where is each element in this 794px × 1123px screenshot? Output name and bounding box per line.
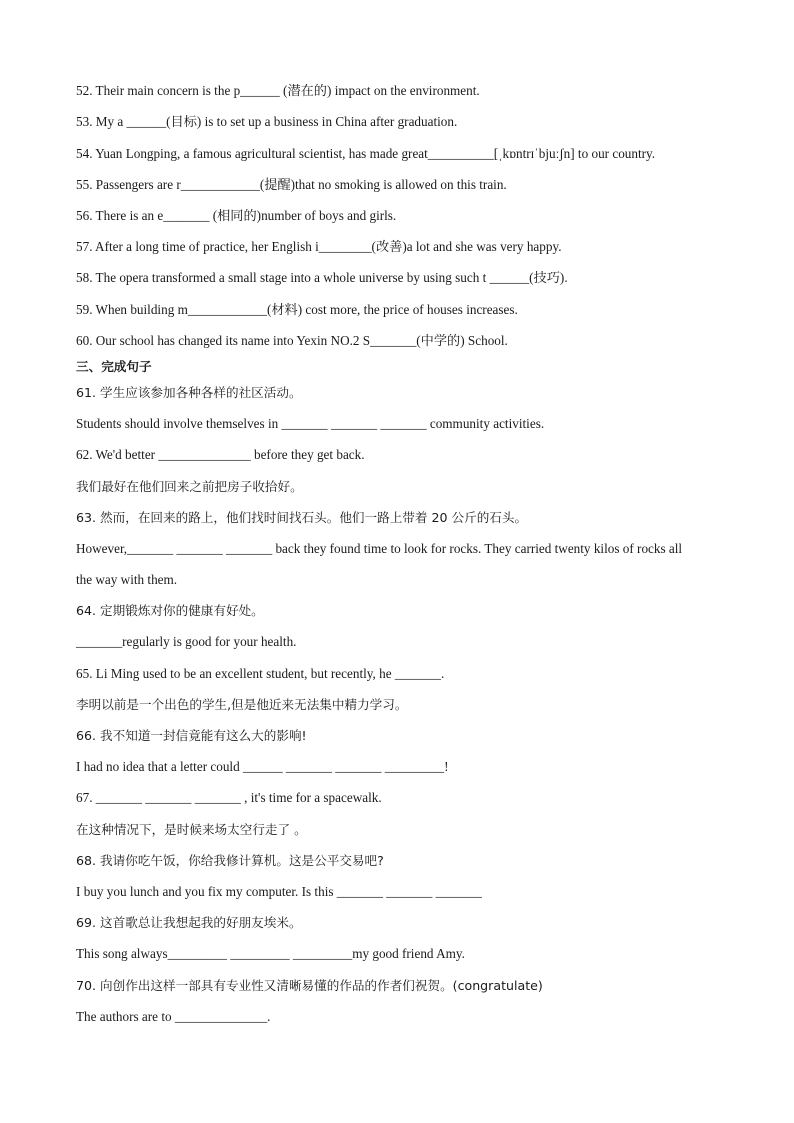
- question-66-sentence: I had no idea that a letter could ______ _______ _______ _________!: [76, 759, 449, 774]
- question-70-prompt: 70. 向创作出这样一部具有专业性又清晰易懂的作品的作者们祝贺。(congratulate): [76, 978, 543, 993]
- question-61-prompt: 61. 学生应该参加各种各样的社区活动。: [76, 385, 302, 400]
- question-68-prompt: 68. 我请你吃午饭，你给我修计算机。这是公平交易吧?: [76, 853, 384, 868]
- question-67-sentence: 67. _______ _______ _______ , it's time for a spacewalk.: [76, 790, 382, 805]
- question-70-sentence: The authors are to ______________.: [76, 1009, 271, 1024]
- section-heading: 三、完成句子: [76, 359, 152, 374]
- question-63-prompt: 63. 然而，在回来的路上，他们找时间找石头。他们一路上带着 20 公斤的石头。: [76, 510, 528, 525]
- question-55: 55. Passengers are r____________(提醒)that no smoking is allowed on this train.: [76, 177, 507, 192]
- question-64-sentence: _______regularly is good for your health.: [76, 634, 297, 649]
- question-57: 57. After a long time of practice, her English i________(改善)a lot and she was very happy.: [76, 239, 562, 254]
- question-67-translation: 在这种情况下，是时候来场太空行走了 。: [76, 822, 307, 837]
- question-53: 53. My a ______(目标) is to set up a business in China after graduation.: [76, 114, 458, 129]
- question-60: 60. Our school has changed its name into Yexin NO.2 S_______(中学的) School.: [76, 333, 508, 348]
- question-65-sentence: 65. Li Ming used to be an excellent student, but recently, he _______.: [76, 666, 445, 681]
- question-56: 56. There is an e_______ (相同的)number of boys and girls.: [76, 208, 397, 223]
- question-59: 59. When building m____________(材料) cost more, the price of houses increases.: [76, 302, 518, 317]
- question-52: 52. Their main concern is the p______ (潜在的) impact on the environment.: [76, 83, 480, 98]
- question-62-translation: 我们最好在他们回来之前把房子收拾好。: [76, 479, 303, 494]
- question-63-sentence: However,_______ _______ _______ back they found time to look for rocks. They carried twenty kilos of rocks all: [76, 541, 683, 556]
- question-54: 54. Yuan Longping, a famous agricultural scientist, has made great__________[ˌkɒntrɪˈbjuːʃn] to our country.: [76, 146, 656, 161]
- question-64-prompt: 64. 定期锻炼对你的健康有好处。: [76, 603, 264, 618]
- question-61-sentence: Students should involve themselves in _______ _______ _______ community activities.: [76, 416, 545, 431]
- question-69-prompt: 69. 这首歌总让我想起我的好朋友埃米。: [76, 915, 302, 930]
- question-58: 58. The opera transformed a small stage into a whole universe by using such t ______(技巧).: [76, 270, 568, 285]
- question-66-prompt: 66. 我不知道一封信竟能有这么大的影响!: [76, 728, 307, 743]
- question-69-sentence: This song always_________ _________ _________my good friend Amy.: [76, 946, 465, 961]
- question-65-translation: 李明以前是一个出色的学生,但是他近来无法集中精力学习。: [76, 697, 408, 712]
- question-68-sentence: I buy you lunch and you fix my computer. Is this _______ _______ _______: [76, 884, 482, 899]
- question-63-sentence-cont: the way with them.: [76, 572, 178, 587]
- question-62-sentence: 62. We'd better ______________ before they get back.: [76, 447, 365, 462]
